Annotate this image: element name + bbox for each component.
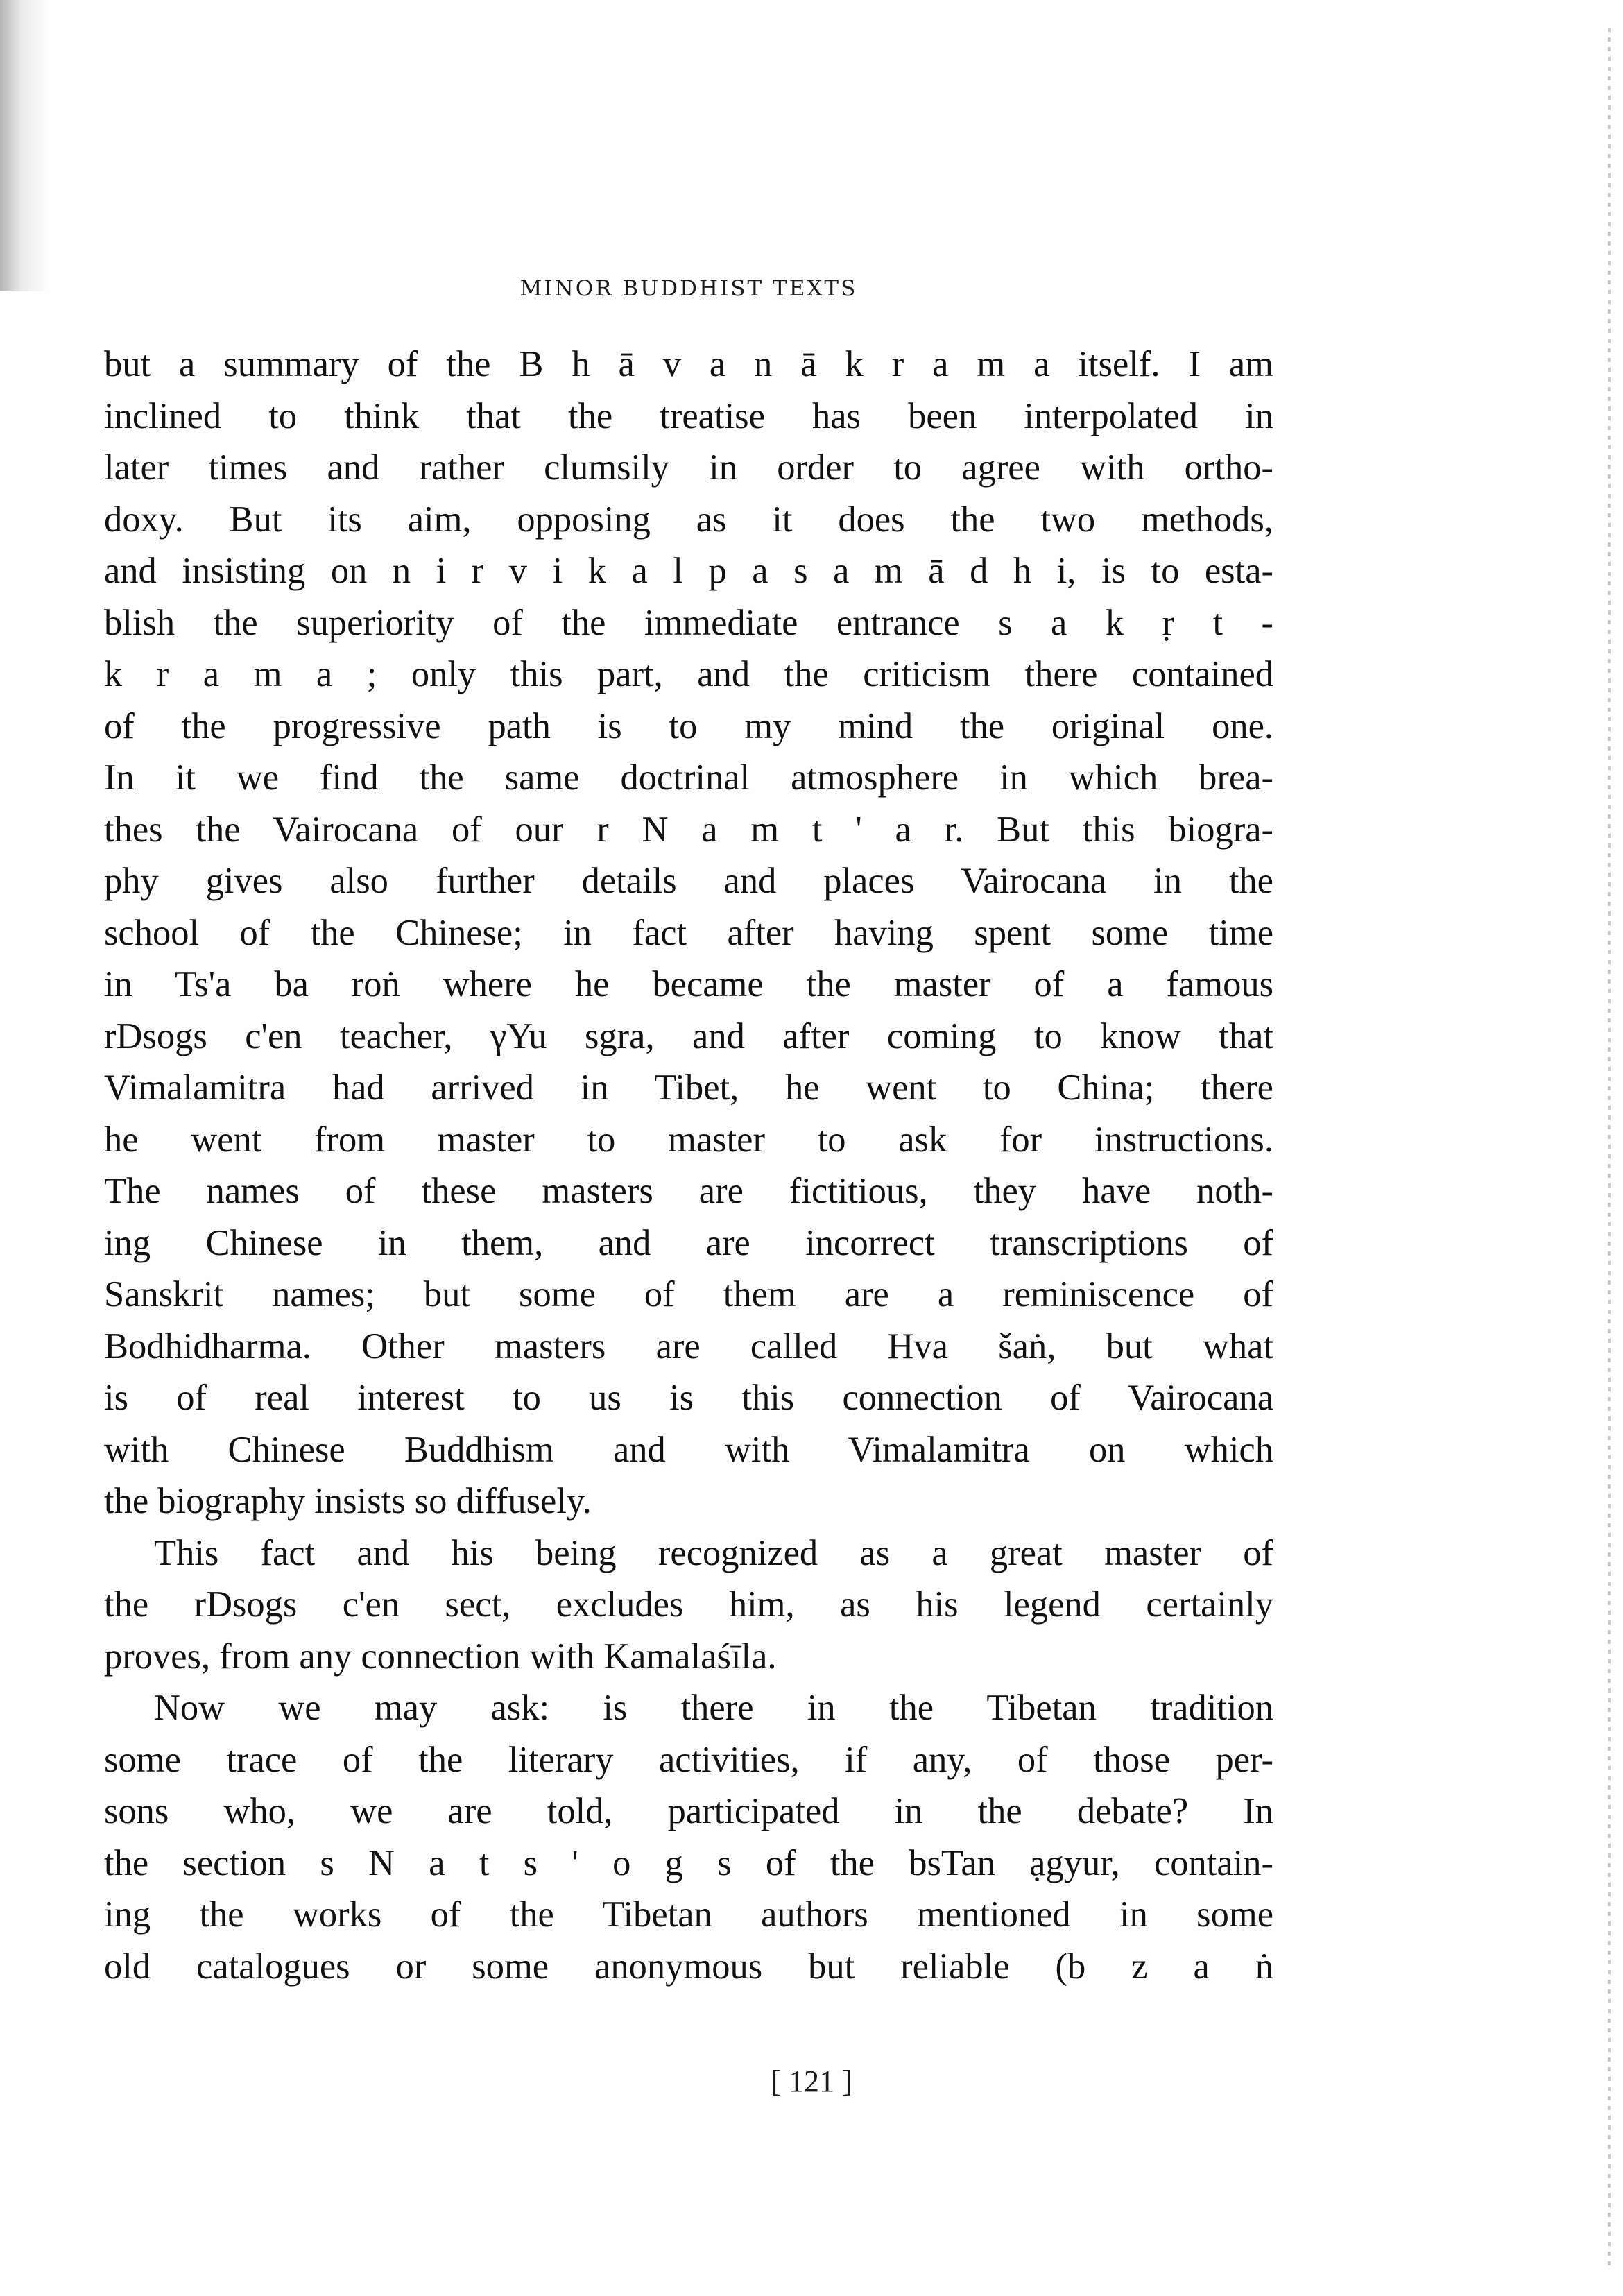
text-line: Now we may ask: is there in the Tibetan tradition: [154, 1688, 1273, 1728]
text-line: of the progressive path is to my mind the original one.: [104, 705, 1273, 746]
text-line: thes the Vairocana of our r N a m t ' a r. But this biogra-: [104, 809, 1273, 850]
text-line: with Chinese Buddhism and with Vimalamitra on which: [104, 1429, 1273, 1470]
text-line: inclined to think that the treatise has been interpolated in: [104, 395, 1273, 436]
body-text: [104, 339, 1273, 1992]
text-line: school of the Chinese; in fact after having spent some time: [104, 912, 1273, 953]
text-line: and insisting on n i r v i k a l p a s a m ā d h i, is to esta-: [104, 551, 1273, 591]
scan-gutter-right: [1608, 28, 1611, 2268]
text-line: phy gives also further details and places Vairocana in the: [104, 861, 1273, 901]
text-line: later times and rather clumsily in order to agree with ortho-: [104, 447, 1273, 488]
text-line: proves, from any connection with Kamalaśīla.: [104, 1636, 777, 1677]
text-line: Sanskrit names; but some of them are a reminiscence of: [104, 1274, 1273, 1314]
text-line: some trace of the literary activities, if any, of those per-: [104, 1739, 1273, 1780]
text-line: sons who, we are told, participated in the debate? In: [104, 1791, 1273, 1831]
running-head: MINOR BUDDHIST TEXTS: [519, 276, 858, 301]
text-line: he went from master to master to ask for instructions.: [104, 1119, 1273, 1160]
text-line: but a summary of the B h ā v a n ā k r a m a itself. I am: [104, 344, 1273, 384]
text-line: This fact and his being recognized as a great master of: [154, 1532, 1273, 1573]
text-line: the biography insists so diffusely.: [104, 1481, 592, 1521]
text-line: Vimalamitra had arrived in Tibet, he went to China; there: [104, 1068, 1273, 1108]
text-line: In it we find the same doctrinal atmosphere in which brea-: [104, 757, 1273, 798]
text-line: is of real interest to us is this connection of Vairocana: [104, 1378, 1273, 1418]
text-line: k r a m a ; only this part, and the criticism there contained: [104, 654, 1273, 694]
text-line: rDsogs c'en teacher, γYu sgra, and after coming to know that: [104, 1016, 1273, 1056]
text-line: the section s N a t s ' o g s of the bsTan ạgyur, contain-: [104, 1842, 1273, 1883]
text-line: in Ts'a ba roṅ where he became the master of a famous: [104, 964, 1273, 1004]
text-line: blish the superiority of the immediate entrance s a k ṛ t -: [104, 602, 1273, 643]
scan-shadow-left: [0, 0, 49, 291]
text-line: ing the works of the Tibetan authors mentioned in some: [104, 1894, 1273, 1935]
text-line: doxy. But its aim, opposing as it does the two methods,: [104, 499, 1273, 540]
text-line: the rDsogs c'en sect, excludes him, as his legend certainly: [104, 1584, 1273, 1625]
text-line: ing Chinese in them, and are incorrect transcriptions of: [104, 1222, 1273, 1263]
text-line: Bodhidharma. Other masters are called Hva šaṅ, but what: [104, 1326, 1273, 1367]
page-number: [ 121 ]: [771, 2064, 852, 2098]
text-line: The names of these masters are fictitious, they have noth-: [104, 1171, 1273, 1211]
text-line: old catalogues or some anonymous but reliable (b z a ṅ: [104, 1946, 1273, 1987]
